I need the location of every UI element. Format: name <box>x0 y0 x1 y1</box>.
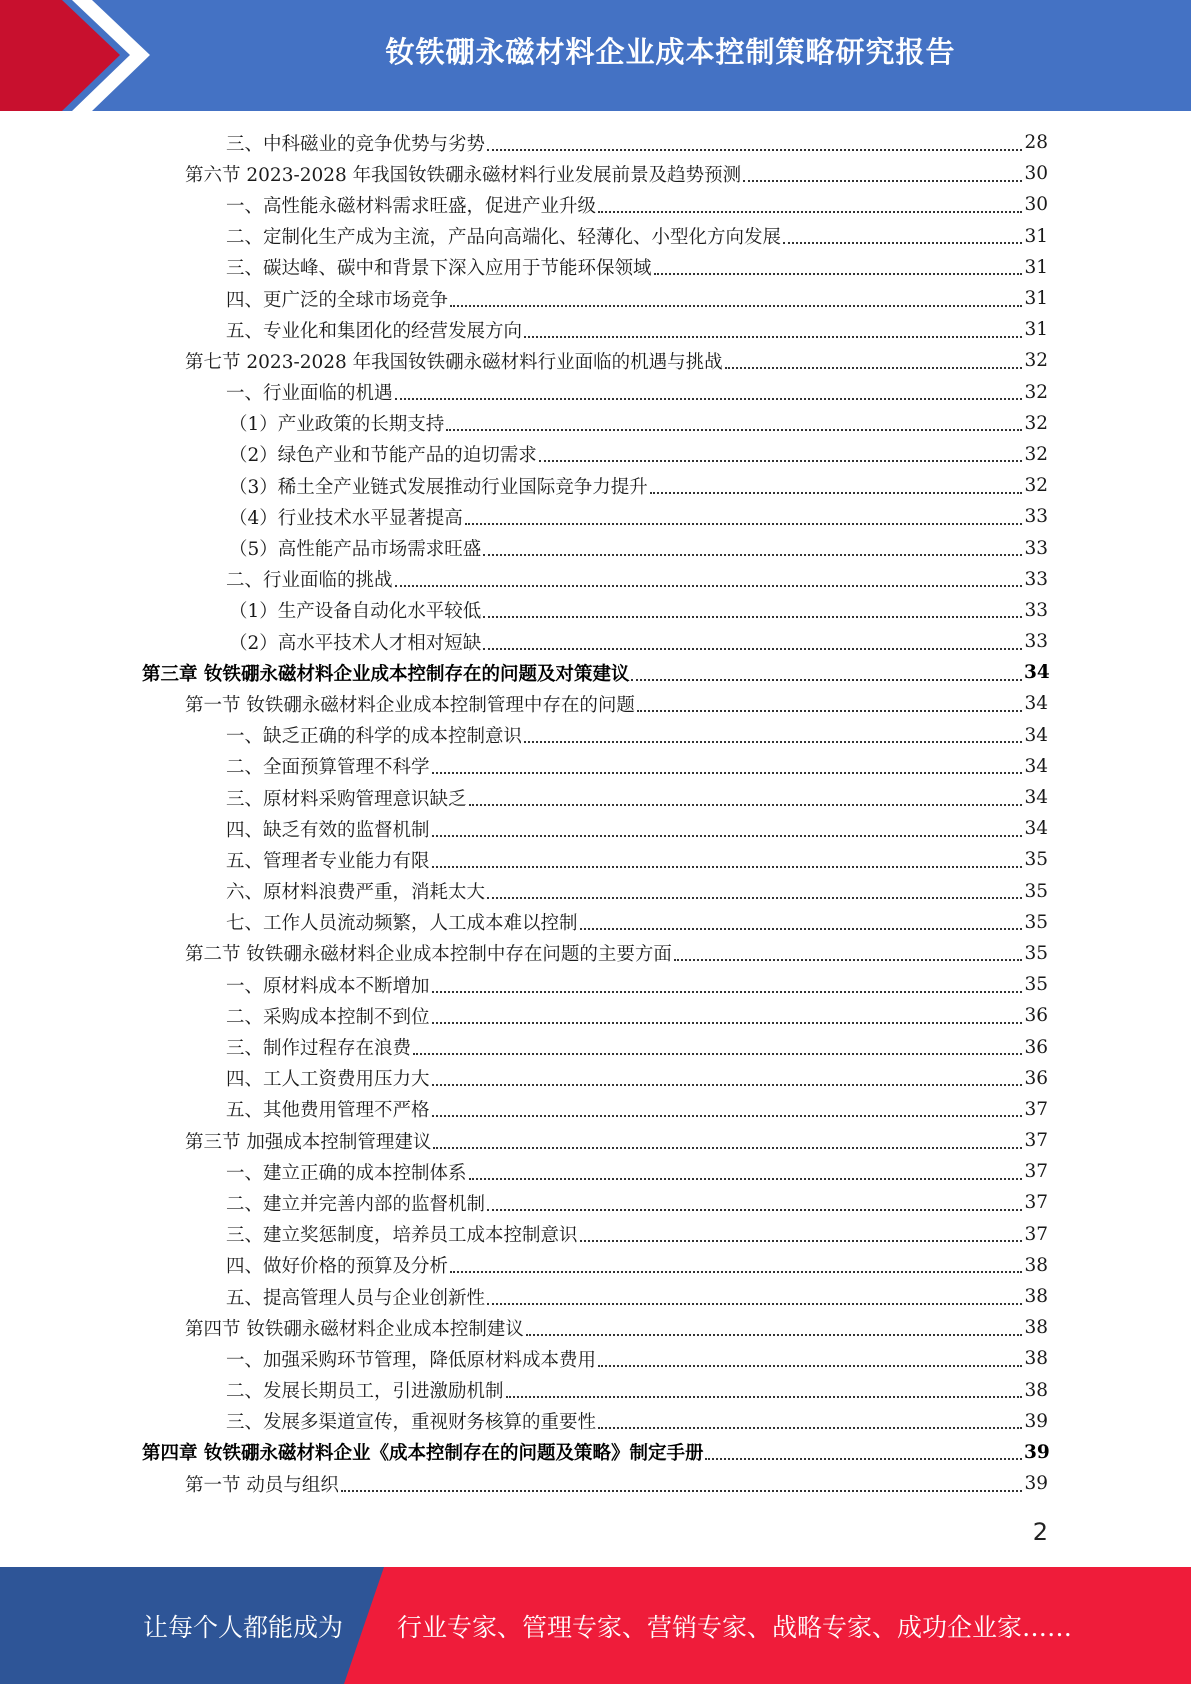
toc-chapter-entry[interactable] <box>0 1437 1191 1468</box>
toc-dot-leader <box>725 367 1022 369</box>
toc-subsection-entry[interactable] <box>0 1375 1191 1406</box>
toc-dot-leader <box>432 866 1022 868</box>
toc-subsection-entry[interactable] <box>0 532 1191 563</box>
toc-dot-leader <box>469 1178 1022 1180</box>
toc-dot-leader <box>580 928 1022 930</box>
toc-entry-title: 二、行业面临的挑战 <box>226 570 393 592</box>
toc-entry-page: 37 <box>1024 1223 1048 1245</box>
footer-slogan-lead: 让每个人都能成为 <box>143 1612 344 1642</box>
toc-entry-page: 34 <box>1024 693 1048 715</box>
toc-entry-title: 二、采购成本控制不到位 <box>226 1006 430 1028</box>
toc-subsection-entry[interactable] <box>0 470 1191 501</box>
toc-dot-leader <box>413 1053 1022 1055</box>
toc-dot-leader <box>674 959 1022 961</box>
toc-entry-page: 35 <box>1024 880 1048 902</box>
toc-entry-page: 32 <box>1024 475 1048 497</box>
toc-dot-leader <box>450 1271 1022 1273</box>
toc-entry-title: 四、工人工资费用压力大 <box>226 1069 430 1091</box>
toc-entry-page: 32 <box>1024 443 1048 465</box>
toc-entry-title: 六、原材料浪费严重，消耗太大 <box>226 882 486 904</box>
toc-subsection-entry[interactable] <box>0 1156 1191 1187</box>
toc-dot-leader <box>450 305 1022 307</box>
toc-entry-title: 二、定制化生产成为主流，产品向高端化、轻薄化、小型化方向发展 <box>226 227 782 249</box>
toc-entry-title: 第三章 钕铁硼永磁材料企业成本控制存在的问题及对策建议 <box>142 663 630 685</box>
toc-entry-page: 31 <box>1024 256 1048 278</box>
toc-entry-page: 38 <box>1024 1286 1048 1308</box>
toc-entry-page: 34 <box>1024 755 1048 777</box>
toc-dot-leader <box>433 1147 1022 1149</box>
toc-dot-leader <box>506 1396 1022 1398</box>
toc-entry-title: 第一节 动员与组织 <box>185 1474 339 1496</box>
toc-dot-leader <box>487 897 1022 899</box>
toc-dot-leader <box>487 1303 1022 1305</box>
toc-subsection-entry[interactable] <box>0 1063 1191 1094</box>
toc-entry-title: 三、制作过程存在浪费 <box>226 1038 412 1060</box>
toc-subsection-entry[interactable] <box>0 408 1191 439</box>
toc-dot-leader <box>539 460 1022 462</box>
toc-dot-leader <box>469 804 1022 806</box>
toc-dot-leader <box>524 741 1022 743</box>
toc-dot-leader <box>395 398 1022 400</box>
toc-entry-title: 第四章 钕铁硼永磁材料企业《成本控制存在的问题及策略》制定手册 <box>142 1443 704 1465</box>
toc-subsection-entry[interactable] <box>0 626 1191 657</box>
toc-entry-title: 第一节 钕铁硼永磁材料企业成本控制管理中存在的问题 <box>185 694 635 716</box>
toc-entry-page: 32 <box>1024 381 1048 403</box>
toc-entry-title: 五、专业化和集团化的经营发展方向 <box>226 320 523 342</box>
toc-entry-page: 37 <box>1024 1161 1048 1183</box>
toc-chapter-entry[interactable] <box>0 657 1191 688</box>
toc-subsection-entry[interactable] <box>0 439 1191 470</box>
toc-subsection-entry[interactable] <box>0 1031 1191 1062</box>
toc-entry-title: （3）稀土全产业链式发展推动行业国际竞争力提升 <box>229 476 648 498</box>
toc-entry-title: 第七节 2023-2028 年我国钕铁硼永磁材料行业面临的机遇与挑战 <box>185 351 723 373</box>
toc-entry-page: 28 <box>1024 132 1048 154</box>
toc-subsection-entry[interactable] <box>0 1406 1191 1437</box>
toc-entry-title: 一、缺乏正确的科学的成本控制意识 <box>226 726 523 748</box>
toc-entry-title: 第三节 加强成本控制管理建议 <box>185 1131 432 1153</box>
toc-subsection-entry[interactable] <box>0 377 1191 408</box>
toc-entry-page: 33 <box>1024 568 1048 590</box>
toc-section-entry[interactable] <box>0 1125 1191 1156</box>
page-header <box>0 0 1191 111</box>
toc-entry-title: 三、发展多渠道宣传，重视财务核算的重要性 <box>226 1412 597 1434</box>
toc-entry-title: 三、中科磁业的竞争优势与劣势 <box>226 133 486 155</box>
toc-subsection-entry[interactable] <box>0 1000 1191 1031</box>
toc-entry-page: 39 <box>1024 1441 1050 1463</box>
toc-subsection-entry[interactable] <box>0 720 1191 751</box>
toc-entry-page: 38 <box>1024 1317 1048 1339</box>
toc-entry-title: （1）产业政策的长期支持 <box>229 414 445 436</box>
toc-section-entry[interactable] <box>0 1468 1191 1499</box>
toc-entry-page: 34 <box>1024 787 1048 809</box>
toc-dot-leader <box>524 336 1022 338</box>
toc-dot-leader <box>432 835 1022 837</box>
toc-entry-title: 四、做好价格的预算及分析 <box>226 1256 449 1278</box>
toc-entry-title: （2）绿色产业和节能产品的迫切需求 <box>229 445 537 467</box>
toc-section-entry[interactable] <box>0 1312 1191 1343</box>
toc-dot-leader <box>483 554 1022 556</box>
toc-entry-page: 33 <box>1024 599 1048 621</box>
toc-dot-leader <box>598 1365 1022 1367</box>
toc-entry-page: 35 <box>1024 849 1048 871</box>
report-title: 钕铁硼永磁材料企业成本控制策略研究报告 <box>385 34 956 69</box>
toc-entry-title: （1）生产设备自动化水平较低 <box>229 601 482 623</box>
toc-subsection-entry[interactable] <box>0 813 1191 844</box>
toc-dot-leader <box>446 429 1022 431</box>
toc-subsection-entry[interactable] <box>0 1219 1191 1250</box>
toc-entry-page: 39 <box>1024 1473 1048 1495</box>
toc-entry-title: 第四节 钕铁硼永磁材料企业成本控制建议 <box>185 1318 524 1340</box>
toc-dot-leader <box>631 679 1022 681</box>
toc-dot-leader <box>743 180 1022 182</box>
toc-entry-title: 四、缺乏有效的监督机制 <box>226 819 430 841</box>
toc-entry-title: 一、建立正确的成本控制体系 <box>226 1162 467 1184</box>
toc-entry-title: 二、发展长期员工，引进激励机制 <box>226 1381 504 1403</box>
toc-subsection-entry[interactable] <box>0 283 1191 314</box>
toc-entry-page: 35 <box>1024 942 1048 964</box>
toc-entry-title: 三、建立奖惩制度，培养员工成本控制意识 <box>226 1225 578 1247</box>
toc-entry-title: 五、管理者专业能力有限 <box>226 850 430 872</box>
toc-subsection-entry[interactable] <box>0 314 1191 345</box>
toc-dot-leader <box>483 616 1022 618</box>
toc-entry-page: 34 <box>1024 818 1048 840</box>
toc-dot-leader <box>650 492 1022 494</box>
toc-subsection-entry[interactable] <box>0 876 1191 907</box>
toc-entry-page: 31 <box>1024 225 1048 247</box>
toc-entry-page: 38 <box>1024 1348 1048 1370</box>
toc-entry-title: （2）高水平技术人才相对短缺 <box>229 632 482 654</box>
toc-entry-title: 二、建立并完善内部的监督机制 <box>226 1193 486 1215</box>
toc-entry-page: 38 <box>1024 1254 1048 1276</box>
toc-section-entry[interactable] <box>0 688 1191 719</box>
toc-section-entry[interactable] <box>0 345 1191 376</box>
toc-subsection-entry[interactable] <box>0 1187 1191 1218</box>
toc-subsection-entry[interactable] <box>0 751 1191 782</box>
toc-subsection-entry[interactable] <box>0 969 1191 1000</box>
toc-entry-title: 四、更广泛的全球市场竞争 <box>226 289 449 311</box>
toc-entry-title: 三、原材料采购管理意识缺乏 <box>226 788 467 810</box>
toc-entry-page: 32 <box>1024 350 1048 372</box>
toc-dot-leader <box>487 1209 1022 1211</box>
toc-dot-leader <box>341 1490 1022 1492</box>
toc-entry-title: 一、行业面临的机遇 <box>226 383 393 405</box>
toc-entry-page: 34 <box>1024 662 1050 684</box>
toc-dot-leader <box>432 1022 1022 1024</box>
toc-entry-page: 38 <box>1024 1379 1048 1401</box>
toc-entry-page: 39 <box>1024 1410 1048 1432</box>
toc-entry-title: 三、碳达峰、碳中和背景下深入应用于节能环保领域 <box>226 258 652 280</box>
toc-subsection-entry[interactable] <box>0 127 1191 158</box>
toc-entry-title: 二、全面预算管理不科学 <box>226 757 430 779</box>
toc-entry-page: 37 <box>1024 1192 1048 1214</box>
toc-dot-leader <box>432 991 1022 993</box>
toc-entry-page: 37 <box>1024 1130 1048 1152</box>
toc-entry-page: 36 <box>1024 1067 1048 1089</box>
toc-section-entry[interactable] <box>0 158 1191 189</box>
toc-subsection-entry[interactable] <box>0 595 1191 626</box>
table-of-contents <box>0 127 1191 1499</box>
toc-entry-page: 31 <box>1024 288 1048 310</box>
toc-entry-page: 32 <box>1024 412 1048 434</box>
toc-dot-leader <box>526 1334 1022 1336</box>
toc-dot-leader <box>654 273 1022 275</box>
toc-subsection-entry[interactable] <box>0 1343 1191 1374</box>
toc-entry-title: （4）行业技术水平显著提高 <box>229 507 463 529</box>
toc-subsection-entry[interactable] <box>0 189 1191 220</box>
toc-entry-page: 30 <box>1024 194 1048 216</box>
toc-section-entry[interactable] <box>0 938 1191 969</box>
footer-slogan-roles: 行业专家、管理专家、营销专家、战略专家、成功企业家…… <box>397 1612 1073 1642</box>
toc-entry-page: 35 <box>1024 974 1048 996</box>
toc-dot-leader <box>432 1084 1022 1086</box>
toc-entry-title: 五、其他费用管理不严格 <box>226 1100 430 1122</box>
toc-dot-leader <box>637 710 1022 712</box>
toc-dot-leader <box>487 149 1022 151</box>
toc-entry-title: 一、加强采购环节管理，降低原材料成本费用 <box>226 1349 597 1371</box>
toc-subsection-entry[interactable] <box>0 1094 1191 1125</box>
toc-dot-leader <box>705 1458 1022 1460</box>
toc-dot-leader <box>432 772 1022 774</box>
toc-dot-leader <box>465 523 1022 525</box>
toc-dot-leader <box>783 242 1022 244</box>
toc-entry-title: 七、工作人员流动频繁，人工成本难以控制 <box>226 913 578 935</box>
header-arrow-decoration <box>0 0 160 111</box>
toc-entry-page: 33 <box>1024 537 1048 559</box>
toc-subsection-entry[interactable] <box>0 564 1191 595</box>
toc-subsection-entry[interactable] <box>0 501 1191 532</box>
toc-entry-page: 33 <box>1024 631 1048 653</box>
toc-dot-leader <box>598 211 1022 213</box>
toc-subsection-entry[interactable] <box>0 252 1191 283</box>
toc-entry-page: 34 <box>1024 724 1048 746</box>
toc-subsection-entry[interactable] <box>0 782 1191 813</box>
toc-entry-page: 36 <box>1024 1036 1048 1058</box>
toc-subsection-entry[interactable] <box>0 221 1191 252</box>
toc-entry-title: （5）高性能产品市场需求旺盛 <box>229 539 482 561</box>
toc-dot-leader <box>483 648 1022 650</box>
toc-entry-page: 33 <box>1024 506 1048 528</box>
toc-entry-page: 31 <box>1024 319 1048 341</box>
toc-entry-page: 35 <box>1024 911 1048 933</box>
toc-dot-leader <box>432 1115 1022 1117</box>
toc-entry-page: 37 <box>1024 1098 1048 1120</box>
toc-entry-title: 第二节 钕铁硼永磁材料企业成本控制中存在问题的主要方面 <box>185 944 672 966</box>
toc-subsection-entry[interactable] <box>0 1281 1191 1312</box>
page-number: 2 <box>1032 1518 1048 1546</box>
toc-entry-title: 一、原材料成本不断增加 <box>226 975 430 997</box>
toc-entry-page: 30 <box>1024 163 1048 185</box>
page-footer <box>0 1567 1191 1684</box>
toc-entry-page: 36 <box>1024 1005 1048 1027</box>
toc-dot-leader <box>395 585 1022 587</box>
toc-dot-leader <box>580 1240 1022 1242</box>
toc-entry-title: 一、高性能永磁材料需求旺盛，促进产业升级 <box>226 195 597 217</box>
toc-subsection-entry[interactable] <box>0 844 1191 875</box>
toc-entry-title: 第六节 2023-2028 年我国钕铁硼永磁材料行业发展前景及趋势预测 <box>185 164 742 186</box>
toc-subsection-entry[interactable] <box>0 1250 1191 1281</box>
toc-dot-leader <box>598 1427 1022 1429</box>
toc-entry-title: 五、提高管理人员与企业创新性 <box>226 1287 486 1309</box>
toc-subsection-entry[interactable] <box>0 907 1191 938</box>
